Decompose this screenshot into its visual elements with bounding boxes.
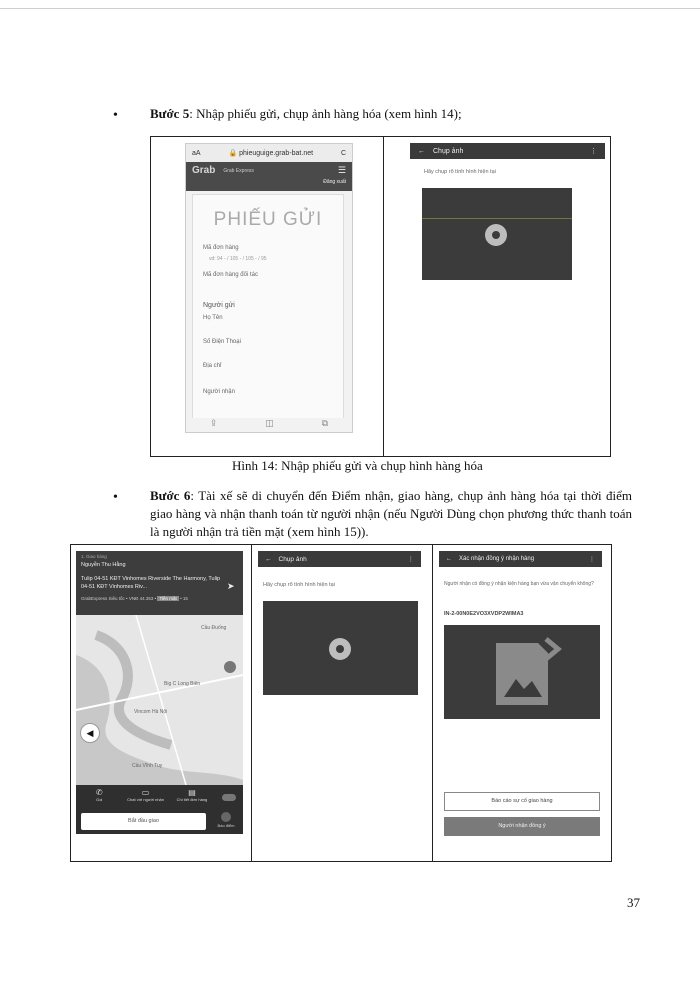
scan-line: [422, 218, 572, 219]
order-detail-button[interactable]: [169, 785, 215, 809]
url-label: phieuguige.grab-bat.net: [239, 150, 314, 157]
camera-icon[interactable]: [485, 224, 507, 246]
flag-icon: [221, 812, 231, 822]
recenter-icon[interactable]: ◀: [80, 723, 100, 743]
order-code: IN-2-00N0E2VO3XVDP2WIMA3: [444, 611, 524, 617]
text-size-icon[interactable]: aA: [192, 149, 201, 157]
bullet: •: [113, 490, 118, 505]
river-shape: [76, 615, 243, 785]
camera-preview[interactable]: [422, 188, 572, 280]
navigate-icon[interactable]: ➤: [227, 581, 235, 591]
toggle-track: [222, 794, 236, 801]
bottom-bar: [76, 809, 243, 834]
recipient-name: Nguyễn Thu Hằng: [81, 562, 126, 568]
photo-hint: Hãy chụp rõ tình hình hiện tại: [424, 169, 496, 175]
url-text: 🔒 phieuguige.grab-bat.net: [228, 150, 314, 157]
form-card: [192, 194, 344, 422]
fig15-confirm-screen: [433, 545, 611, 861]
delivery-step-label: 1. Giao hàng: [81, 554, 107, 559]
step6-label: Bước 6: [150, 488, 191, 503]
back-arrow-icon[interactable]: ←: [446, 556, 452, 562]
grab-logo: Grab: [192, 165, 216, 176]
field-order-code-hint: vd: 94 - / 105 - / 105 - / 95: [209, 256, 267, 262]
destination-pin-icon: [224, 661, 236, 673]
sender-heading: Người gửi: [203, 302, 235, 309]
fig14-left-screen: [151, 137, 384, 456]
delivery-meta-end: • 15: [180, 596, 188, 601]
phone-icon: ✆: [95, 788, 103, 797]
figure-15: [70, 544, 612, 862]
more-menu-icon[interactable]: ⋮: [589, 556, 595, 563]
photo-title: Chụp ảnh: [278, 555, 307, 563]
step5-paragraph: [150, 105, 630, 123]
bookmarks-icon[interactable]: ◫: [265, 418, 274, 428]
logout-link[interactable]: Đăng xuất: [186, 179, 352, 191]
call-label: Gọi: [96, 797, 103, 802]
step5-label: Bước 5: [150, 106, 190, 121]
place-label-big-c: Big C Long Biên: [164, 681, 201, 687]
confirm-title: Xác nhận đồng ý nhận hàng: [459, 556, 535, 562]
place-label-vincom: Vincom Hà Nội: [134, 709, 168, 715]
photo-topbar: [258, 551, 421, 567]
photo-topbar: [410, 143, 605, 159]
chat-button[interactable]: [122, 785, 168, 809]
chat-label: Chat với người nhận: [127, 797, 164, 802]
receiver-agree-button[interactable]: Người nhận đồng ý: [444, 817, 600, 836]
page-top-rule: [0, 8, 700, 9]
share-icon[interactable]: ⇪: [209, 418, 218, 428]
image-placeholder-icon: [444, 625, 600, 719]
map-phone: [76, 551, 243, 834]
field-order-code[interactable]: Mã đơn hàng: [203, 245, 239, 251]
confirm-question: Người nhận có đồng ý nhận kiện hàng bạn vừa vận chuyển không?: [444, 581, 594, 587]
step6-text: : Tài xế sẽ di chuyển đến Điểm nhận, giao hàng, chụp ảnh hàng hóa tại thời điểm giao hàng và nhận thanh toán từ người nhận (nếu Người Dùng chọn phương thức thanh toán là người nhận trả tiền mặt (xem hình 15)).: [150, 488, 632, 539]
browser-toolbar: [186, 418, 352, 432]
start-delivery-button[interactable]: Bắt đầu giao: [81, 813, 206, 830]
photo-placeholder: [444, 625, 600, 719]
more-menu-icon[interactable]: ⋮: [407, 556, 414, 563]
tabs-icon[interactable]: ⧉: [321, 418, 329, 428]
camera-icon[interactable]: [329, 638, 351, 660]
photo-hint: Hãy chụp rõ tình hình hiện tại: [263, 582, 335, 588]
browser-url-bar[interactable]: [186, 144, 352, 162]
box-icon: ▤: [188, 788, 196, 797]
page-number: 37: [627, 895, 640, 910]
delivery-header: [76, 551, 243, 615]
sender-name-field[interactable]: Họ Tên: [203, 315, 223, 321]
reload-icon[interactable]: C: [340, 149, 346, 157]
sender-address-field[interactable]: Địa chỉ: [203, 363, 222, 369]
report-issue-button[interactable]: Báo cáo sự cố giao hàng: [444, 792, 600, 811]
receiver-heading: Người nhận: [203, 389, 235, 395]
grab-header: [186, 162, 352, 179]
figure-14: [150, 136, 611, 457]
hamburger-icon[interactable]: ☰: [337, 165, 346, 175]
recipient-address: Tulip 04-51 KĐT Vinhomes Riverside The Harmony, Tulip 04-51 KĐT Vinhomes Riv...: [81, 576, 221, 590]
fig14-right-screen: [384, 137, 610, 456]
phone-frame: [185, 143, 353, 433]
order-detail-label: Chi tiết đơn hàng: [176, 797, 208, 802]
back-arrow-icon[interactable]: ←: [418, 147, 425, 155]
more-menu-icon[interactable]: ⋮: [590, 148, 597, 155]
fig15-photo-screen: [252, 545, 433, 861]
toggle-switch[interactable]: [215, 785, 243, 809]
fig14-caption: Hình 14: Nhập phiếu gửi và chụp hình hàng hóa: [232, 458, 483, 473]
payment-badge: Tiền mặt: [159, 596, 177, 601]
camera-preview[interactable]: [263, 601, 418, 695]
action-bar: [76, 785, 243, 809]
sender-phone-field[interactable]: Số Điện Thoại: [203, 339, 241, 345]
step5-text: : Nhập phiếu gửi, chụp ảnh hàng hóa (xem hình 14);: [189, 106, 462, 121]
grab-express-label: Grab Express: [223, 167, 254, 174]
delivery-meta: [81, 596, 238, 601]
map-view[interactable]: [76, 615, 243, 785]
bullet: •: [113, 108, 118, 123]
report-point-label: Báo điểm: [217, 823, 235, 828]
report-point-button[interactable]: [214, 812, 238, 828]
place-label-cau-duong: Cầu Đuống: [201, 625, 227, 631]
form-title: PHIẾU GỬI: [213, 209, 323, 230]
delivery-meta-text: GrabExpress Siêu tốc • VNĐ 44.353 •: [81, 596, 157, 601]
confirm-topbar: [439, 551, 602, 567]
field-partner-code[interactable]: Mã đơn hàng đối tác: [203, 272, 258, 278]
back-arrow-icon[interactable]: ←: [265, 555, 272, 563]
photo-title: Chụp ảnh: [433, 147, 464, 155]
step6-paragraph: [150, 487, 632, 541]
place-label-cau-vinh-tuy: Cầu Vĩnh Tuy: [132, 763, 163, 769]
call-button[interactable]: [76, 785, 122, 809]
fig15-map-screen: [71, 545, 252, 861]
chat-icon: ▭: [141, 788, 150, 797]
